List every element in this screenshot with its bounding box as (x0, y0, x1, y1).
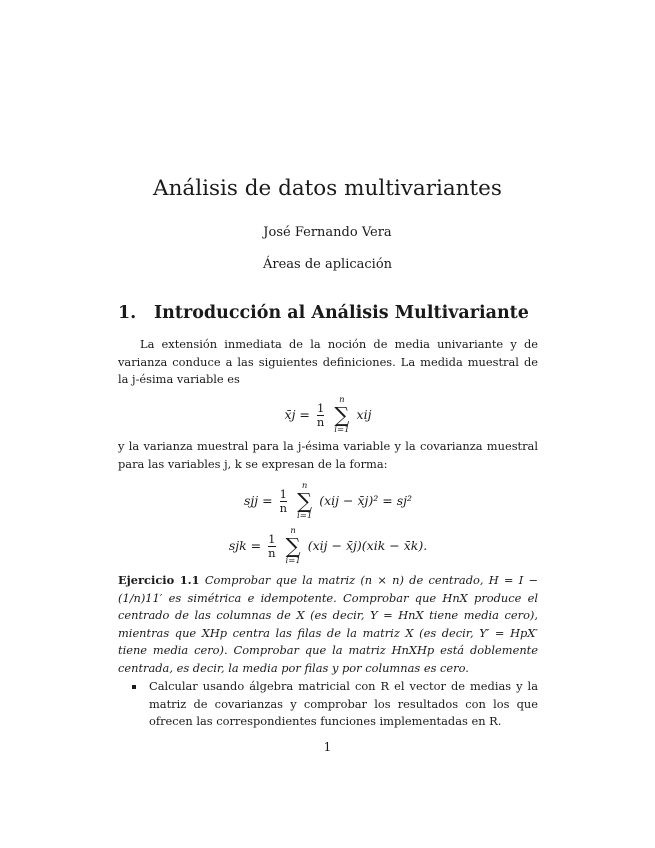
page-number: 1 (323, 740, 332, 754)
section-title: Introducción al Análisis Multivariante (154, 303, 529, 323)
document-title: Análisis de datos multivariantes (153, 176, 502, 201)
section-number: 1. (118, 303, 137, 323)
equation-covariance (118, 527, 538, 566)
equation-lhs: sjj = (243, 493, 273, 508)
exercise-label: Ejercicio 1.1 (118, 573, 200, 587)
sum-upper-limit: n (339, 395, 345, 405)
fraction-denominator: n (316, 415, 325, 429)
fraction-numerator: 1 (279, 487, 287, 501)
summation (297, 482, 312, 521)
author-name: José Fernando Vera (263, 225, 392, 240)
equation-variance (118, 482, 538, 521)
exercise-text: Comprobar que la matriz (n × n) de centrado, H = I − (1/n)11′ es simétrica e idempotente. Comprobar que HnX produce el centrado de las columnas de X (es decir, Y = HnX tiene media cero), mientras que XHp centra las filas de la matriz X (es decir, Y′ = HpX′ tiene media cero). Comprobar que la matriz HnXHp está doblemente centrada, es decir, la media por filas y por columnas es cero. (118, 573, 538, 675)
bullet-text: Calcular usando álgebra matricial con R el vector de medias y la matriz de covarianzas y comprobar los resultados con los que ofrecen las correspondientes funciones implementadas en R. (149, 679, 538, 728)
equation-mean (118, 396, 538, 435)
bullet-icon (132, 685, 136, 689)
equation-rhs: (xij − x̄j)(xik − x̄k). (307, 538, 428, 553)
fraction-denominator: n (268, 546, 276, 560)
fraction (280, 488, 287, 515)
summation (334, 396, 349, 435)
fraction-denominator: n (279, 501, 288, 515)
summation (286, 527, 301, 566)
exercise-block (118, 572, 538, 677)
equation-rhs: xij (356, 407, 372, 422)
paragraph-variance: y la varianza muestral para la j-ésima variable y la covarianza muestral para las variables j, k se expresan de la forma: (118, 439, 538, 471)
fraction-numerator: 1 (268, 532, 276, 546)
equation-lhs: sjk = (228, 538, 262, 553)
equation-lhs: x̄j = (284, 407, 310, 422)
sum-lower-limit: i=1 (285, 556, 301, 566)
paragraph-intro: La extensión inmediata de la noción de media univariante y de varianza conduce a las siguientes definiciones. La medida muestral de la j-ésima variable es (118, 337, 538, 386)
fraction (317, 402, 324, 429)
sum-lower-limit: i=1 (297, 511, 313, 521)
sigma-symbol: ∑ (297, 489, 313, 513)
sum-upper-limit: n (290, 526, 296, 536)
section-heading (118, 303, 558, 323)
sum-upper-limit: n (301, 481, 308, 491)
sigma-symbol: ∑ (334, 403, 350, 427)
fraction (268, 533, 275, 560)
fraction-numerator: 1 (316, 401, 325, 415)
equation-rhs: (xij − x̄j)² = sj² (319, 493, 412, 508)
document-subtitle: Áreas de aplicación (262, 257, 393, 272)
sum-lower-limit: i=1 (334, 425, 350, 435)
sigma-symbol: ∑ (285, 534, 301, 558)
